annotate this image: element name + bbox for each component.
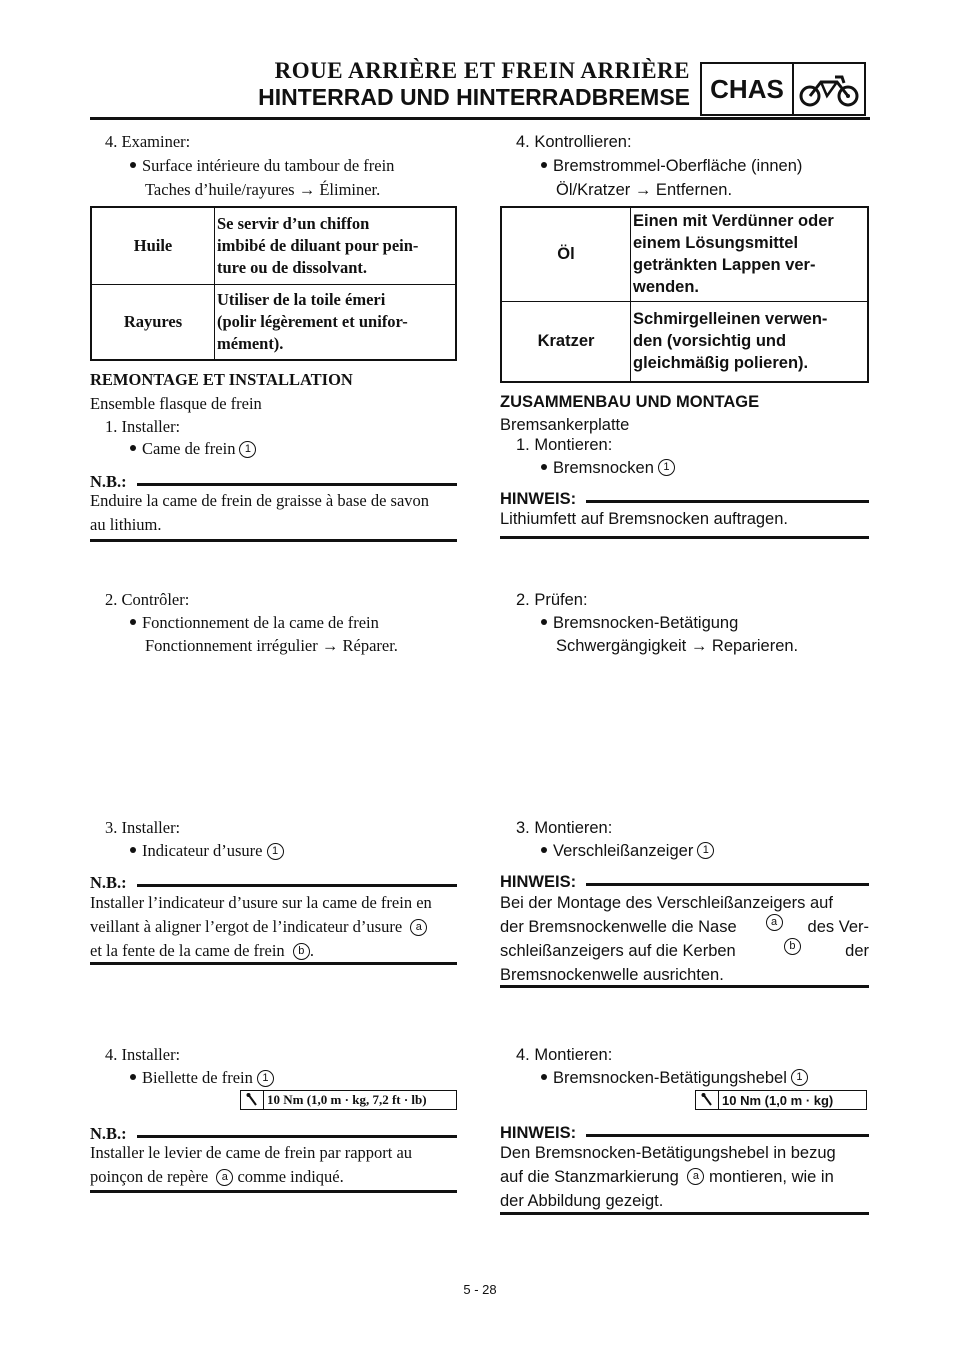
- fr-assembly-title: REMONTAGE ET INSTALLATION: [90, 370, 353, 389]
- note-end-rule: [90, 1190, 457, 1193]
- de-a4-note: Den Bremsnocken-Betätigungshebel in bezug auf die Stanzmarkierung a montieren, wie in der Abbildung gezeigt.: [500, 1144, 836, 1210]
- marker-1: 1: [239, 441, 256, 458]
- fr-a4-heading: 4. Installer:: [105, 1045, 181, 1064]
- marker-1: 1: [267, 843, 284, 860]
- de-a4-note-header: HINWEIS:: [500, 1124, 869, 1143]
- de-a1-heading: 1. Montieren:: [516, 436, 613, 454]
- fr-a3-heading: 3. Installer:: [105, 818, 181, 837]
- bullet-icon: [130, 619, 136, 625]
- fr-a1-note-header: N.B.:: [90, 472, 457, 492]
- fr-a1-note: Enduire la came de frein de graisse à base de savon au lithium.: [90, 491, 430, 534]
- marker-1: 1: [257, 1070, 274, 1087]
- section-label: CHAS: [702, 64, 794, 114]
- header-rule: [90, 117, 870, 120]
- fr-a4-note: Installer le levier de came de frein par rapport au poinçon de repère a comme indiqué.: [90, 1143, 413, 1186]
- fr-a4-note-header: N.B.:: [90, 1124, 457, 1144]
- de-step4-action: Öl/Kratzer → Entfernen.: [556, 181, 733, 199]
- fr-a2-action: Fonctionnement irrégulier → Réparer.: [145, 636, 398, 655]
- bullet-icon: [541, 162, 547, 168]
- bullet-icon: [541, 619, 547, 625]
- header-title-fr: ROUE ARRIÈRE ET FREIN ARRIÈRE: [274, 58, 690, 83]
- table-value: Schmirgelleinen verwen- den (vorsichtig und gleichmäßig polieren).: [631, 301, 869, 382]
- fr-torque-spec: 10 Nm (1,0 m · kg, 7,2 ft · lb): [240, 1090, 457, 1110]
- note-end-rule: [500, 536, 869, 539]
- marker-a: a: [216, 1169, 233, 1186]
- note-end-rule: [500, 1212, 869, 1215]
- bullet-icon: [130, 1074, 136, 1080]
- fr-a2-item: Fonctionnement de la came de frein: [130, 611, 379, 635]
- table-key: Öl: [501, 207, 631, 301]
- de-a3-note: Bei der Montage des Verschleißanzeigers auf der Bremsnockenwelle die Nase a des Ver- schleißanzeigers auf die Kerben b der Bremsnockenwelle ausrichten.: [500, 894, 869, 984]
- table-row: [91, 284, 456, 360]
- de-a3-heading: 3. Montieren:: [516, 819, 613, 837]
- table-key: Kratzer: [501, 301, 631, 382]
- marker-a: a: [410, 919, 427, 936]
- marker-a: a: [687, 1168, 704, 1185]
- marker-1: 1: [791, 1069, 808, 1086]
- section-badge: [700, 62, 866, 116]
- marker-b: b: [293, 943, 310, 960]
- wrench-icon: [241, 1091, 264, 1109]
- fr-a2-heading: 2. Contrôler:: [105, 590, 190, 609]
- fr-a3-note: Installer l’indicateur d’usure sur la came de frein en veillant à aligner l’ergot de l’indicateur d’usure a et la fente de la came de frein b .: [90, 893, 432, 960]
- fr-a3-note-header: N.B.:: [90, 873, 457, 893]
- de-a3-item: Verschleißanzeiger 1: [541, 839, 714, 863]
- table-key: Huile: [91, 207, 215, 284]
- de-assembly-subtitle: Bremsankerplatte: [500, 416, 630, 434]
- bullet-icon: [541, 847, 547, 853]
- table-key: Rayures: [91, 284, 215, 360]
- fr-a1-item: Came de frein 1: [130, 437, 256, 461]
- de-a2-item: Bremsnocken-Betätigung: [541, 611, 738, 635]
- table-row: [501, 301, 868, 382]
- de-a2-heading: 2. Prüfen:: [516, 591, 588, 609]
- bullet-icon: [130, 445, 136, 451]
- table-value: Einen mit Verdünner oder einem Lösungsmittel getränkten Lappen ver- wenden.: [631, 207, 869, 301]
- fr-a3-item: Indicateur d’usure 1: [130, 839, 284, 863]
- fr-step4-heading: 4. Examiner:: [105, 132, 191, 151]
- de-cleaning-table: [500, 206, 869, 383]
- de-step4-heading: 4. Kontrollieren:: [516, 133, 632, 151]
- fr-assembly-subtitle: Ensemble flasque de frein: [90, 394, 262, 413]
- de-a3-note-header: HINWEIS:: [500, 873, 869, 892]
- de-a4-item: Bremsnocken-Betätigungshebel 1: [541, 1066, 808, 1090]
- de-torque-spec: 10 Nm (1,0 m · kg): [695, 1090, 867, 1110]
- marker-b: b: [784, 938, 801, 955]
- table-row: [501, 207, 868, 301]
- table-value: Utiliser de la toile émeri (polir légèrement et unifor- mément).: [215, 284, 457, 360]
- bullet-icon: [130, 847, 136, 853]
- de-a4-heading: 4. Montieren:: [516, 1046, 613, 1064]
- marker-1: 1: [658, 459, 675, 476]
- marker-a: a: [766, 914, 783, 931]
- fr-step4-item: Surface intérieure du tambour de frein: [130, 154, 394, 178]
- bullet-icon: [541, 464, 547, 470]
- de-a1-note: Lithiumfett auf Bremsnocken auftragen.: [500, 510, 788, 528]
- page-number: 5 - 28: [463, 1282, 497, 1297]
- de-a1-note-header: HINWEIS:: [500, 490, 869, 509]
- de-assembly-title: ZUSAMMENBAU UND MONTAGE: [500, 393, 760, 411]
- table-value: Se servir d’un chiffon imbibé de diluant pour pein- ture ou de dissolvant.: [215, 207, 457, 284]
- de-a2-action: Schwergängigkeit → Reparieren.: [556, 637, 799, 655]
- marker-1: 1: [697, 842, 714, 859]
- motorcycle-icon: [794, 64, 864, 114]
- note-end-rule: [500, 985, 869, 988]
- bullet-icon: [130, 162, 136, 168]
- de-a1-item: Bremsnocken 1: [541, 456, 675, 480]
- fr-step4-action: Taches d’huile/rayures → Éliminer.: [145, 180, 381, 199]
- fr-a4-item: Biellette de frein 1: [130, 1066, 274, 1090]
- table-row: [91, 207, 456, 284]
- note-end-rule: [90, 962, 457, 965]
- header-title-de: HINTERRAD UND HINTERRADBREMSE: [258, 84, 690, 110]
- bullet-icon: [541, 1074, 547, 1080]
- wrench-icon: [696, 1091, 719, 1109]
- fr-cleaning-table: [90, 206, 457, 361]
- de-step4-item: Bremstrommel-Oberfläche (innen): [541, 154, 802, 178]
- fr-a1-heading: 1. Installer:: [105, 417, 181, 436]
- note-end-rule: [90, 539, 457, 542]
